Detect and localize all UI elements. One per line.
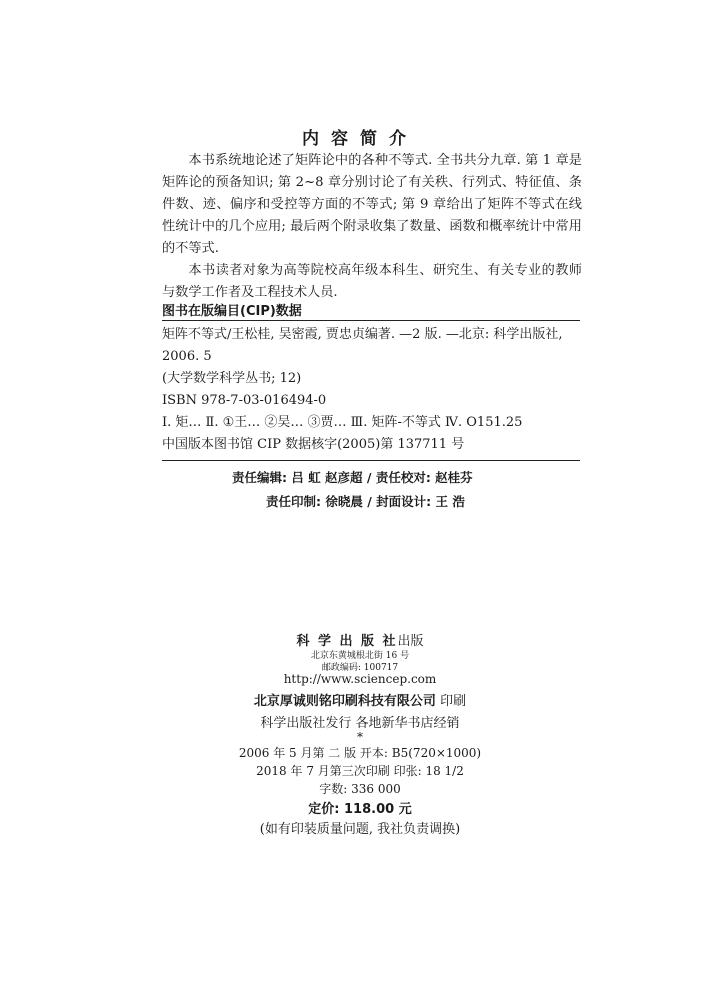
cip-top-rule	[162, 320, 580, 321]
cip-line: Ⅰ. 矩… Ⅱ. ①王… ②吴… ③贾… Ⅲ. 矩阵-不等式 Ⅳ. O151.25	[162, 415, 523, 430]
publisher-line	[0, 630, 720, 649]
staff-line-production: 责任印制: 徐晓晨 / 封面设计: 王 浩	[266, 494, 465, 509]
intro-body	[162, 150, 582, 304]
cip-line: 矩阵不等式/王松桂, 吴密霞, 贾忠贞编著. —2 版. —北京: 科学出版社,	[162, 327, 563, 342]
publisher-postcode: 邮政编码: 100717	[321, 663, 399, 673]
intro-title: 内容简介	[302, 129, 418, 149]
cip-heading: 图书在版编目(CIP)数据	[162, 304, 302, 319]
distribution-line: 科学出版社发行 各地新华书店经销	[260, 716, 460, 731]
publisher-url: http://www.sciencep.com	[283, 672, 437, 686]
printer-line	[0, 690, 720, 709]
staff-line-editors: 责任编辑: 吕 虹 赵彦超 / 责任校对: 赵桂芬	[232, 470, 473, 485]
printer-name: 北京厚诚则铭印刷科技有限公司	[253, 694, 436, 709]
edition-line: 2006 年 5 月第 二 版 开本: B5(720×1000)	[238, 746, 482, 760]
publisher-address: 北京东黄城根北街 16 号	[310, 651, 410, 661]
price-line: 定价: 118.00 元	[308, 802, 412, 817]
cip-line: ISBN 978-7-03-016494-0	[162, 393, 327, 408]
cip-line: 中国版本图书馆 CIP 数据核字(2005)第 137711 号	[162, 437, 465, 452]
printing-line: 2018 年 7 月第三次印刷 印张: 18 1/2	[256, 764, 464, 778]
cip-line: 2006. 5	[162, 349, 212, 364]
quality-note: (如有印装质量问题, 我社负责调换)	[259, 822, 461, 837]
intro-paragraph: 本书系统地论述了矩阵论中的各种不等式. 全书共分九章. 第 1 章是矩阵论的预备知识; 第 2~8 章分别讨论了有关秩、行列式、特征值、条件数、迹、偏序和受控等方面的不等式; 第 9 章给出了矩阵不等式在线性统计中的几个应用; 最后两个附录收集了数量、函数和概率统计中常用的不等式.	[162, 153, 582, 256]
separator-star: *	[357, 730, 363, 744]
wordcount-line: 字数: 336 000	[319, 782, 401, 796]
intro-paragraph: 本书读者对象为高等院校高年级本科生、研究生、有关专业的教师与数学工作者及工程技术人员.	[162, 263, 582, 300]
cip-bottom-rule	[162, 460, 580, 461]
cip-line: (大学数学科学丛书; 12)	[162, 371, 302, 386]
publisher-suffix: 出版	[397, 634, 424, 649]
cip-block	[162, 324, 580, 456]
printer-suffix: 印刷	[440, 694, 467, 709]
publisher-name: 科 学 出 版 社	[296, 634, 398, 649]
